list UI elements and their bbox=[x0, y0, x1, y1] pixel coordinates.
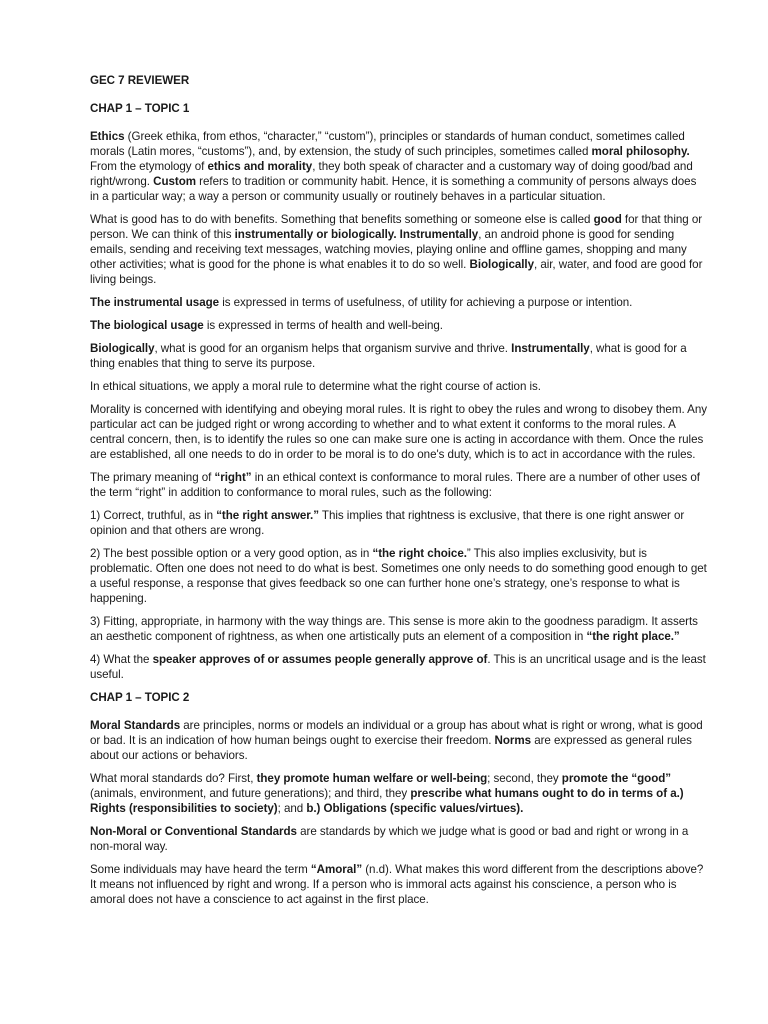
bold-term: ethics and morality bbox=[207, 160, 313, 173]
bold-term: “the right choice. bbox=[372, 547, 467, 560]
bold-term: Norms bbox=[494, 734, 532, 747]
text-run: are expressed as general rules about our actions or behaviors. bbox=[90, 734, 692, 762]
text-run: 1) Correct, truthful, as in bbox=[90, 509, 217, 522]
bold-term: they promote human welfare or well-being bbox=[256, 772, 488, 785]
bold-term: Ethics bbox=[90, 130, 125, 143]
text-run: are standards by which we judge what is good or bad and right or wrong in a non-moral way. bbox=[90, 825, 689, 853]
text-run: 2) The best possible option or a very good option, as in bbox=[90, 547, 373, 560]
list-item-right-2 bbox=[90, 546, 708, 606]
paragraph-ethical-situations bbox=[90, 379, 708, 394]
text-run: is expressed in terms of usefulness, of utility for achieving a purpose or intention. bbox=[219, 296, 633, 309]
section-heading-topic-2: CHAP 1 – TOPIC 2 bbox=[90, 691, 190, 704]
text-run: , they both speak of character and a customary way of doing good/bad and right/wrong. bbox=[90, 160, 693, 188]
paragraph-good bbox=[90, 212, 708, 287]
text-run: , what is good for an organism helps that organism survive and thrive. bbox=[154, 342, 512, 355]
text-run: , an android phone is good for sending emails, sending and receiving text messages, watching movies, playing online and offline games, shopping and many other activities; what is good for the phone is what enables it to do so well. bbox=[90, 228, 687, 271]
bold-term: Custom bbox=[153, 175, 197, 188]
bold-term: “Amoral” bbox=[310, 863, 363, 876]
bold-term: Biologically bbox=[469, 258, 534, 271]
text-run: (Greek ethika, from ethos, “character,” “custom”), principles or standards of human conduct, sometimes called morals (Latin mores, “customs”), and, by extension, the study of such principles, sometimes called bbox=[90, 130, 685, 158]
bold-term: Non-Moral or Conventional Standards bbox=[90, 825, 297, 838]
text-run: 4) What the bbox=[90, 653, 153, 666]
bold-term: “the right place.” bbox=[586, 630, 680, 643]
text-run: , air, water, and food are good for living beings. bbox=[90, 258, 703, 286]
text-run: From the etymology of bbox=[90, 160, 208, 173]
bold-term: “right” bbox=[214, 471, 252, 484]
list-item-right-1 bbox=[90, 508, 708, 538]
bold-term: “the right answer.” bbox=[216, 509, 319, 522]
paragraph-what-standards-do bbox=[90, 771, 708, 816]
text-run: . This is an uncritical usage and is the least useful. bbox=[90, 653, 706, 681]
paragraph-moral-standards bbox=[90, 718, 708, 763]
paragraph-bio-instr bbox=[90, 341, 708, 371]
bold-term: Moral Standards bbox=[90, 719, 181, 732]
list-item-right-4 bbox=[90, 652, 708, 682]
paragraph-ethics bbox=[90, 129, 708, 204]
bold-term: instrumentally or biologically. Instrumentally bbox=[234, 228, 479, 241]
paragraph-instrumental-usage bbox=[90, 295, 708, 310]
section-heading-topic-1: CHAP 1 – TOPIC 1 bbox=[90, 102, 190, 115]
paragraph-primary-right bbox=[90, 470, 708, 500]
bold-term: moral philosophy. bbox=[591, 145, 690, 158]
text-run: Morality is concerned with identifying and obeying moral rules. It is right to obey the rules and wrong to disobey them. Any particular act can be judged right or wrong according to whether and to what extent it conforms to the moral rules. A central concern, then, is to identify the rules so one can make sure one is acting in accordance with them. Once the rules are established, all one needs to do in order to be moral is to do one's duty, which is to act in accordance with the rules. bbox=[90, 403, 707, 461]
text-run: ; and bbox=[277, 802, 307, 815]
bold-term: The biological usage bbox=[90, 319, 204, 332]
paragraph-amoral bbox=[90, 862, 708, 907]
text-run: 3) Fitting, appropriate, in harmony with the way things are. This sense is more akin to the goodness paradigm. It asserts an aesthetic component of rightness, as when one artistically puts an element of a composition in bbox=[90, 615, 698, 643]
text-run: What is good has to do with benefits. Something that benefits something or someone else is called bbox=[90, 213, 594, 226]
text-run: ” This also implies exclusivity, but is problematic. Often one does not need to do what is best. Sometimes one only needs to do something good enough to get a useful response, a response that gives feedback so one can further hone one’s strategy, one’s response to what is happening. bbox=[90, 547, 707, 605]
list-item-right-3 bbox=[90, 614, 708, 644]
text-run: This implies that rightness is exclusive, that there is one right answer or opinion and that others are wrong. bbox=[90, 509, 685, 537]
text-run: refers to tradition or community habit. Hence, it is something a community of persons always does in a particular way; a way a person or community usually or routinely behaves in a particular situation. bbox=[90, 175, 697, 203]
paragraph-morality bbox=[90, 402, 708, 462]
text-run: , what is good for a thing enables that thing to serve its purpose. bbox=[90, 342, 687, 370]
text-run: In ethical situations, we apply a moral rule to determine what the right course of action is. bbox=[90, 380, 541, 393]
document-title: GEC 7 REVIEWER bbox=[90, 74, 190, 87]
text-run: Some individuals may have heard the term bbox=[90, 863, 311, 876]
text-run: for that thing or person. We can think of this bbox=[90, 213, 703, 241]
text-run: What moral standards do? First, bbox=[90, 772, 257, 785]
paragraph-non-moral bbox=[90, 824, 708, 854]
bold-term: Biologically bbox=[90, 342, 155, 355]
bold-term: prescribe what humans ought to do in terms of a.) Rights (responsibilities to society) bbox=[90, 787, 684, 815]
text-run: ; second, they bbox=[487, 772, 562, 785]
bold-term: speaker approves of or assumes people generally approve of bbox=[152, 653, 488, 666]
bold-term: promote the “good” bbox=[561, 772, 672, 785]
text-run: are principles, norms or models an individual or a group has about what is right or wrong, what is good or bad. It is an indication of how human beings ought to exercise their freedom. bbox=[90, 719, 703, 747]
bold-term: The instrumental usage bbox=[90, 296, 220, 309]
text-run: in an ethical context is conformance to moral rules. There are a number of other uses of the term “right” in addition to conformance to moral rules, such as the following: bbox=[90, 471, 700, 499]
bold-term: good bbox=[593, 213, 622, 226]
bold-term: Instrumentally bbox=[511, 342, 590, 355]
text-run: (animals, environment, and future generations); and third, they bbox=[90, 787, 411, 800]
text-run: is expressed in terms of health and well-being. bbox=[203, 319, 443, 332]
paragraph-biological-usage bbox=[90, 318, 708, 333]
text-run: (n.d). What makes this word different from the descriptions above? It means not influenced by right and wrong. If a person who is immoral acts against his conscience, a person who is amoral does not have a conscience to act against in the first place. bbox=[90, 863, 704, 906]
bold-term: b.) Obligations (specific values/virtues). bbox=[306, 802, 524, 815]
text-run: The primary meaning of bbox=[90, 471, 215, 484]
